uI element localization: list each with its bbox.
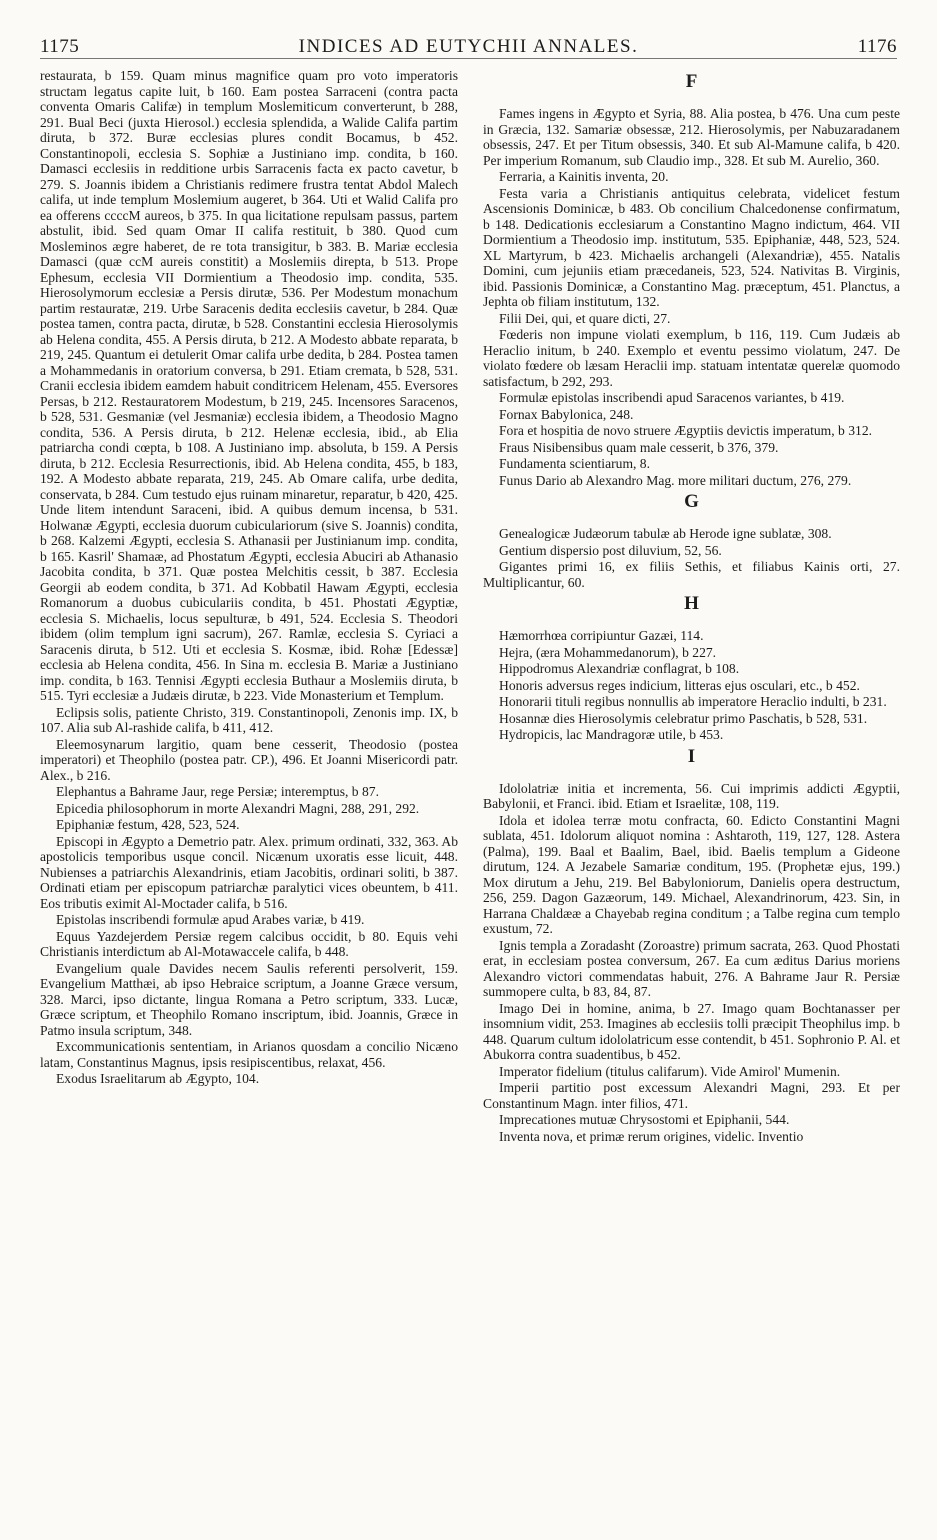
index-entry: Excommunicationis sententiam, in Arianos quosdam a concilio Nicæno latam, Constantinus Magnus, ipsis resipiscentibus, relaxat, 456. bbox=[40, 1039, 458, 1070]
index-entry: Inventa nova, et primæ rerum origines, videlic. Inventio bbox=[499, 1128, 804, 1144]
index-entry: Hæmorrhœa corripiuntur Gazæi, 114. bbox=[499, 628, 704, 643]
index-entry: Idololatriæ initia et incrementa, 56. Cui imprimis addicti Ægyptii, Babylonii, et Franci. ibid. Etiam et Israelitæ, 108, 119. bbox=[483, 780, 900, 811]
index-entry: Honorarii tituli regibus nonnullis ab imperatore Heraclio indulti, b 231. bbox=[499, 694, 887, 709]
index-entry: Fraus Nisibensibus quam male cesserit, b 376, 379. bbox=[499, 439, 779, 455]
index-entry: Ferraria, a Kainitis inventa, 20. bbox=[499, 169, 669, 184]
section-letter-heading: F bbox=[685, 71, 698, 92]
page-header bbox=[40, 34, 897, 59]
index-entry: Fundamenta scientiarum, 8. bbox=[499, 456, 651, 471]
index-entry: Fœderis non impune violati exemplum, b 116, 119. Cum Judæis ab Heraclio initum, b 240. Exemplo et eventu pessimo violatum, 247. De violato fœdere ob læsam Heraclii imp. statuam intentatæ querelæ quomodo satisfactum, b 292, 293. bbox=[483, 327, 900, 389]
running-title: INDICES AD EUTYCHII ANNALES. bbox=[298, 36, 639, 57]
index-entry: Genealogicæ Judæorum tabulæ ab Herode igne sublatæ, 308. bbox=[499, 526, 832, 541]
index-entry: Hosannæ dies Hierosolymis celebratur primo Paschatis, b 528, 531. bbox=[499, 710, 868, 726]
index-entry: Imperator fidelium (titulus califarum). Vide Amirol' Mumenin. bbox=[499, 1063, 841, 1079]
index-entry: Idola et idolea terræ motu confracta, 60. Edicto Constantini Magni sublata, 451. Idolorum aliquot nomina : Ashtaroth, 119, 127, 128. Astera (Palma), 199. Baal et Baalim, Bael, ibid. Baelis templum a Gideone dirutum, 124. A Jezabele Samariæ conditum, 195. (Prophetæ ejus, 199.) Mox dirutum a Jehu, 219. Bel Babyloniorum, Danielis opera destructum, 256, 259. Dagon Gazæorum, 149. Michael, Alexandrinorum, 423. Sin, in Harrana Chaldææ a Chayebab regina conditum ; a Talbe regina cum templo exustum, 72. bbox=[483, 812, 900, 936]
index-entry: Festa varia a Christianis antiquitus celebrata, videlicet festum Ascensionis Dominicæ, b 483. Ob concilium Chalcedonense confirmatum, b 148. Dedicationis ecclesiarum a Constantino Magno indictum, 464. VII Dormientium a Theodosio imp. institutum, 535. Epiphaniæ, 448, 523, 524. XL Martyrum, b 423. Michaelis archangeli (Alexandriæ), 455. Natalis Domini, cum jejuniis etiam præcedaneis, 523, 524. Nativitas B. Virginis, ibid. Passionis Dominicæ, a Constantino Mag. præceptum, 451. Planctus, a Jephta ob filiam institutum, 132. bbox=[483, 185, 900, 309]
index-entry: Formulæ epistolas inscribendi apud Saracenos variantes, b 419. bbox=[499, 390, 845, 405]
page-number-left: 1175 bbox=[40, 36, 80, 57]
index-entry: Ignis templa a Zoradasht (Zoroastre) primum sacrata, 263. Quod Phostati erat, in ecclesiam postea conversum, 267. Ea cum æditus Darius moriens Alexandro victori commendatas habuit, 276. A Bahrame Jaur R. Persiæ summopere culta, b 83, 84, 87. bbox=[483, 937, 900, 999]
index-entry: Funus Dario ab Alexandro Mag. more militari ductum, 276, 279. bbox=[499, 472, 852, 488]
index-entry: Imprecationes mutuæ Chrysostomi et Epiphanii, 544. bbox=[499, 1112, 790, 1127]
index-entry: Fames ingens in Ægypto et Syria, 88. Alia postea, b 476. Una cum peste in Græcia, 132. Samariæ obsessæ, 212. Hierosolymis, per Nabuzaradanem obsessis, 247. Et per Titum obsessis, 340. Et sub Al-Mamune califa, b 420. Per imperium Romanum, sub Claudio imp., 328. Et sub M. Aurelio, 360. bbox=[483, 106, 900, 168]
section-letter-heading: G bbox=[684, 491, 699, 512]
index-entry: Hippodromus Alexandriæ conflagrat, b 108. bbox=[499, 661, 740, 676]
index-entry: Epiphaniæ festum, 428, 523, 524. bbox=[56, 817, 240, 832]
index-entry: Elephantus a Bahrame Jaur, rege Persiæ; interemptus, b 87. bbox=[56, 784, 379, 799]
section-letter-heading: H bbox=[684, 593, 699, 614]
index-entry: Imago Dei in homine, anima, b 27. Imago quam Bochtanasser per insomnium vidit, 253. Imagines ab ecclesiis tolli præcipit Theophilus imp. b 448. Quarum cultum idololatricum esse contendit, b 451. Sophronio P. Al. et Abukorra contra suadentibus, b 452. bbox=[483, 1000, 900, 1062]
index-entry: Epistolas inscribendi formulæ apud Arabes variæ, b 419. bbox=[56, 912, 365, 927]
index-entry: Evangelium quale Davides necem Saulis referenti persolverit, 159. Evangelium Matthæi, ab ipso Hebraice scriptum, a Joanne Græce versum, 328. Marci, ipso dictante, lingua Romana a Petro scriptum, 333. Lucæ, Græce scriptum, et Theophilo Romano inscriptum, ibid. Joannis, Græce in Patmo insula scriptum, 348. bbox=[40, 960, 458, 1038]
right-column bbox=[483, 68, 900, 1528]
page-number-right: 1176 bbox=[857, 36, 897, 57]
index-entry: Eleemosynarum largitio, quam bene cesserit, Theodosio (postea imperatori) et Theophilo (postea patr. CP.), 496. Et Joanni Misericordi patr. Alex., b 216. bbox=[40, 736, 458, 783]
index-entry: Eclipsis solis, patiente Christo, 319. Constantinopoli, Zenonis imp. IX, b 107. Alia sub Al-rashide califa, b 411, 412. bbox=[40, 704, 458, 735]
index-entry: restaurata, b 159. Quam minus magnifice quam pro voto imperatoris structam legatus capite luit, b 160. Eam postea Sarraceni (contra pacta conventa Omaris Califæ) in templum Moslemiticum converterunt, b 288, 291. Bual Beci (juxta Hierosol.) ecclesia splendida, a Walide Califa partim diruta, b 372. Buræ ecclesias plures condit Bocamus, b 452. Constantinopoli, ecclesia S. Sophiæ a Justiniano imp. condita, b 160. Damasci ecclesiis in redditione urbis Sarracenis facta ex pacto cavetur, b 279. S. Joannis ibidem a Christianis redimere frustra tentat Abdol Malech califa, ut inde templum Moslemium augeret, b 364. Uti et Walid Califa pro ea offerens ccccM aureos, b 375. In qua licitatione repulsam passus, partem abstulit, ibid. Sed quam Omar II califa restituit, b 380. Quod cum Mosleminos ægre haberet, de re tota transigitur, b 383. B. Mariæ ecclesia Damasci (quæ ccM aureis constitit) a Moslemiis direpta, b 513. Prope Ephesum, ecclesia VII Dormientium a Theodosio imp. condita, 535. Hierosolymorum ecclesiæ a Persis dirutæ, 536. Per Modestum monachum partim restauratæ, 219. Urbe Saracenis dedita ecclesiis cavetur, b 284. Quæ postea tamen, contra pacta, dirutæ, b 528. Constantini ecclesia Hierosolymis ab Helena condita, 455. A Persis diruta, b 212. A Modesto abbate reparata, b 219, 245. Quantum ei detulerit Omar califa urbe dedita, b 284. Postea tamen a Mohammedanis in oratorium conversa, b 291. Etiam cremata, b 528, 531. Cranii ecclesia ibidem eamdem habuit conditricem Helenam, 455. Eversores Persas, b 212. Restauratorem Modestum, b 219, 245. Incensores Saracenos, b 528, 531. Gesmaniæ (vel Jesmaniæ) ecclesia ibidem, a Theodosio Magno condita, 536. A Persis diruta, b 212. Helenæ ecclesia, ibid., ab Elia patriarcha condi cœpta, b 108. A Justiniano imp. absoluta, b 159. A Persis diruta, b 212. Ecclesia Resurrectionis, ibid. Ab Helena condita, 455, b 183, 192. A Modesto abbate reparata, 219, 245. Ab Omare califa, urbe dedita, conservata, b 284. Cum testudo ejus ruinam minaretur, reparatur, b 420, 425. Unde litem intendunt Saraceni, ibid. A quibus demum incensa, b 531. Holwanæ Ægypti, ecclesia duorum cubiculariorum (sive S. Joannis) condita, b 268. Kalzemi Ægypti, ecclesia S. Athanasii per Justinianum imp. condita, b 165. Kasril' Shamaæ, ad Phostatum Ægypti, ecclesia Abuciri ab Athanasio Jacobita condita, b 371. Quæ postea Melchitis cessit, b 387. Ecclesia Georgii ab eodem condita, b 371. Ad Kobbatil Hawam Ægypti, ecclesia Romanorum a duobus cubiculariis condita, b 451. Phostati Ægyptiæ, ecclesia S. Michaelis, locus sepulturæ, b 491, 524. Ecclesia S. Theodori ibidem (olim templum igni sacrum), 267. Ramlæ, ecclesia S. Cyriaci a Saracenis diruta, b 512. Uti et ecclesia S. Kosmæ, ibid. Rohæ [Edessæ] ecclesia ab Helena condita, 456. In Sina m. ecclesia B. Mariæ a Justiniano imp. condita, b 163. Tennisi Ægypti ecclesia Buthaur a Moslemiis diruta, b 515. Tyri ecclesiæ a Judæis dirutæ, b 223. Vide Monasterium et Templum. bbox=[40, 68, 458, 703]
index-entry: Exodus Israelitarum ab Ægypto, 104. bbox=[56, 1071, 260, 1086]
index-entry: Fornax Babylonica, 248. bbox=[499, 406, 634, 422]
index-entry: Epicedia philosophorum in morte Alexandri Magni, 288, 291, 292. bbox=[56, 800, 420, 816]
index-entry: Episcopi in Ægypto a Demetrio patr. Alex. primum ordinati, 332, 363. Ab apostolicis temporibus usque concil. Nicænum uxoratis esse licuit, 448. Nubienses a patriarchis Alexandrinis, etiam Jacobitis, ordinari soliti, b 387. Ordinati etiam per episcopum patriarchæ paralytici vices obeuntem, b 411. Eos tributis eximit Al-Moctader califa, b 516. bbox=[40, 833, 458, 911]
index-entry: Imperii partitio post excessum Alexandri Magni, 293. Et per Constantinum Magn. inter filios, 471. bbox=[483, 1080, 900, 1111]
index-entry: Filii Dei, qui, et quare dicti, 27. bbox=[499, 310, 671, 326]
left-column bbox=[40, 68, 458, 1528]
index-entry: Hejra, (æra Mohammedanorum), b 227. bbox=[499, 644, 717, 660]
index-entry: Gentium dispersio post diluvium, 52, 56. bbox=[499, 542, 722, 558]
section-letter-heading: I bbox=[687, 745, 696, 767]
index-entry: Honoris adversus reges indicium, litteras ejus osculari, etc., b 452. bbox=[499, 677, 860, 693]
index-entry: Hydropicis, lac Mandragoræ utile, b 453. bbox=[499, 727, 724, 742]
index-entry: Equus Yazdejerdem Persiæ regem calcibus occidit, b 80. Equis vehi Christianis interdictum ab Al-Motawaccele califa, b 448. bbox=[40, 928, 458, 959]
index-entry: Gigantes primi 16, ex filiis Sethis, et filiabus Kainis orti, 27. Multiplicantur, 60. bbox=[483, 559, 900, 590]
index-entry: Fora et hospitia de novo struere Ægyptiis devictis imperatum, b 312. bbox=[499, 423, 873, 438]
